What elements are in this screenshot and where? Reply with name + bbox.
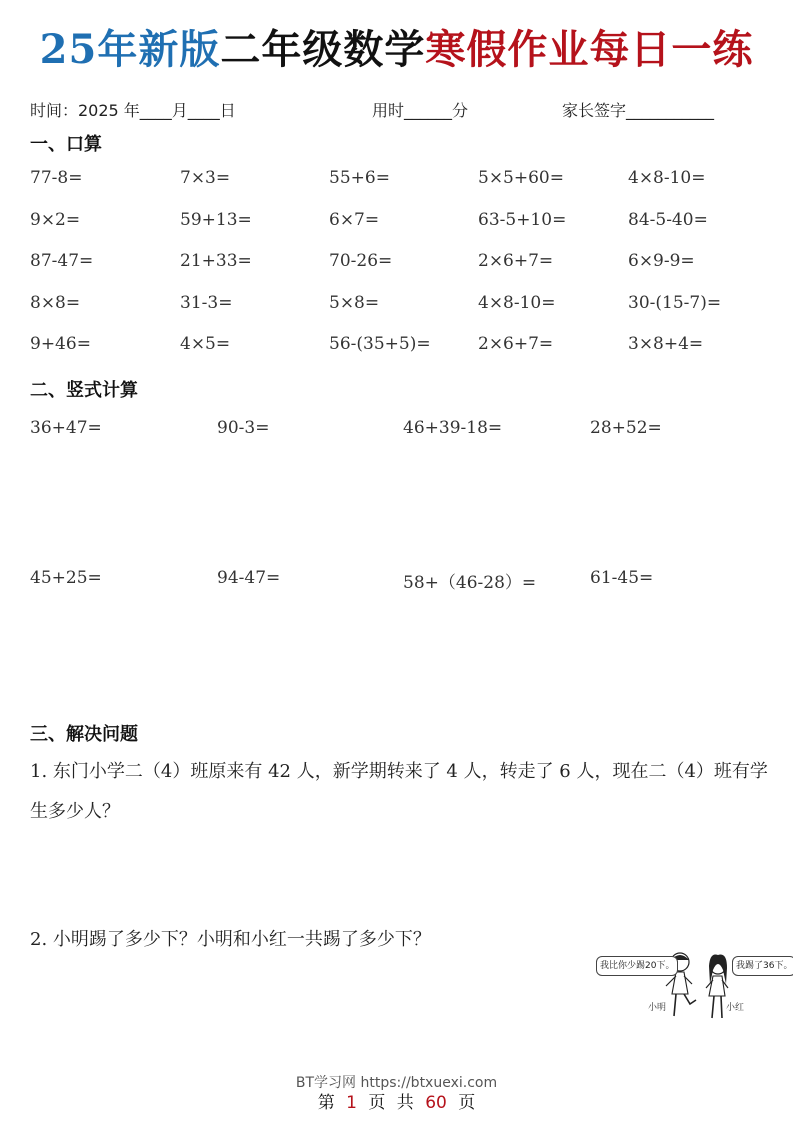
kids-kicking-illustration (592, 948, 793, 1026)
oral-item: 6×7= (329, 209, 380, 230)
oral-item: 31-3= (180, 292, 233, 313)
duration-field: 用时______分 (372, 101, 469, 120)
vertical-calc-item: 61-45= (590, 568, 654, 588)
section-heading-vertical: 二、竖式计算 (30, 380, 138, 401)
word-problem-1: 1. 东门小学二（4）班原来有 42 人，新学期转来了 4 人，转走了 6 人，现在二（4）班有学生多少人？ (30, 761, 768, 822)
vertical-calc-item: 46+39-18= (403, 418, 503, 438)
oral-item: 84-5-40= (628, 209, 708, 230)
oral-item: 77-8= (30, 168, 83, 188)
oral-item: 55+6= (329, 168, 390, 188)
oral-row (30, 334, 770, 376)
oral-item: 7×3= (180, 168, 231, 188)
oral-item: 87-47= (30, 251, 94, 271)
title-part-blue: 25年新版 (39, 26, 221, 73)
oral-item: 70-26= (329, 251, 393, 271)
vertical-calc-item: 58+（46-28）= (403, 573, 537, 593)
oral-item: 63-5+10= (478, 209, 567, 230)
page-mid: 页 共 (368, 1093, 414, 1113)
vertical-calc-row (30, 568, 770, 592)
vertical-calc-item: 36+47= (30, 418, 102, 438)
section-heading-oral: 一、口算 (30, 134, 102, 155)
oral-row (30, 168, 770, 210)
current-page-number: 1 (346, 1093, 357, 1113)
vertical-calc-row (30, 418, 770, 442)
oral-item: 5×5+60= (478, 168, 564, 188)
oral-item: 4×8-10= (628, 168, 706, 188)
section-heading-problems: 三、解决问题 (30, 724, 138, 745)
word-problem-2: 2. 小明踢了多少下？小明和小红一共踢了多少下？ (30, 929, 431, 950)
oral-item: 4×5= (180, 334, 231, 354)
oral-item: 2×6+7= (478, 334, 554, 354)
vertical-calc-item: 28+52= (590, 418, 662, 438)
page-prefix: 第 (317, 1093, 335, 1113)
oral-item: 2×6+7= (478, 251, 554, 271)
page-title (0, 22, 793, 78)
total-page-count: 60 (425, 1093, 447, 1113)
oral-item: 30-(15-7)= (628, 292, 722, 313)
oral-item: 3×8+4= (628, 334, 704, 354)
oral-item: 59+13= (180, 209, 252, 230)
name-label-xiaoming: 小明 (648, 1003, 667, 1013)
vertical-calc-item: 90-3= (217, 418, 270, 438)
title-part-black: 二年级数学 (220, 26, 426, 73)
meta-row (30, 98, 770, 120)
oral-row (30, 251, 770, 293)
oral-item: 56-(35+5)= (329, 334, 431, 354)
vertical-calc-item: 45+25= (30, 568, 102, 588)
oral-calculation-grid (30, 168, 770, 376)
oral-item: 8×8= (30, 292, 81, 313)
parent-signature-field: 家长签字___________ (562, 101, 715, 120)
name-label-xiaohong: 小红 (726, 1003, 745, 1013)
vertical-calc-item: 94-47= (217, 568, 281, 588)
oral-item: 6×9-9= (628, 251, 695, 271)
speech-bubble-xiaoming: 我比你少踢20下。 (596, 956, 678, 976)
oral-item: 4×8-10= (478, 292, 556, 313)
oral-item: 9+46= (30, 334, 91, 354)
oral-item: 5×8= (329, 292, 380, 313)
oral-item: 21+33= (180, 251, 252, 271)
oral-item: 9×2= (30, 209, 81, 230)
speech-bubble-xiaohong: 我踢了36下。 (732, 956, 793, 976)
oral-row (30, 293, 770, 335)
oral-row (30, 210, 770, 252)
date-field: 时间：2025 年____月____日 (30, 101, 236, 120)
page-suffix: 页 (458, 1093, 476, 1113)
footer-site-link[interactable]: BT学习网 https://btxuexi.com (295, 1075, 498, 1091)
title-part-red: 寒假作业每日一练 (425, 26, 754, 73)
page-indicator (0, 1088, 793, 1113)
